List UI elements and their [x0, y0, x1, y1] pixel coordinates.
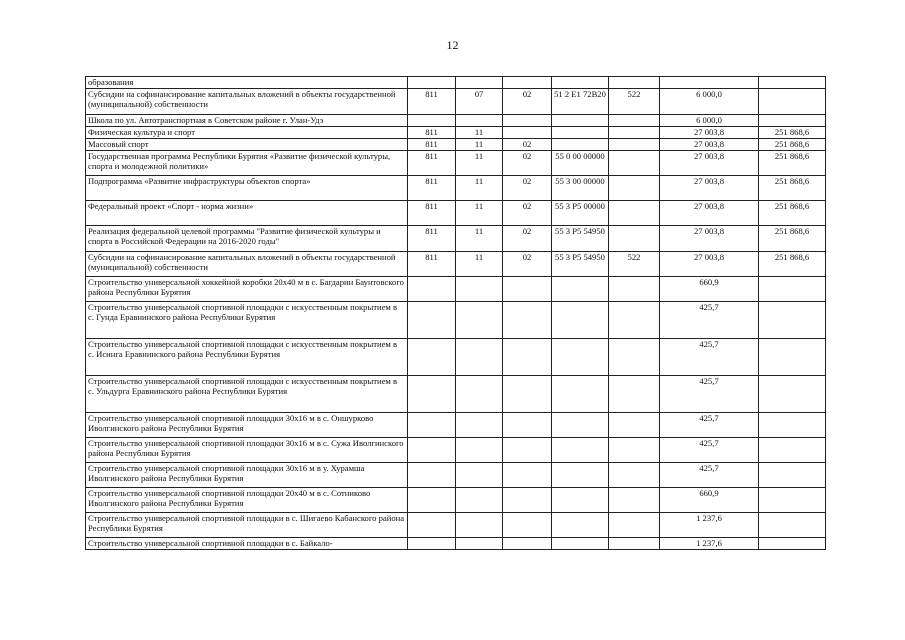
cell-ministry-code: 811	[408, 226, 456, 252]
cell-subsection	[503, 538, 552, 550]
budget-table	[85, 76, 826, 550]
cell-amount-1: 425,7	[660, 463, 759, 488]
cell-expense-type	[609, 226, 660, 252]
cell-amount-1	[660, 77, 759, 89]
cell-ministry-code	[408, 115, 456, 127]
cell-subsection	[503, 513, 552, 538]
cell-name: Подпрограмма «Развитие инфраструктуры объектов спорта»	[86, 176, 408, 201]
cell-ministry-code	[408, 513, 456, 538]
table-row	[86, 252, 826, 277]
table-row	[86, 127, 826, 139]
cell-ministry-code	[408, 302, 456, 339]
cell-expense-type: 522	[609, 89, 660, 115]
cell-ministry-code	[408, 339, 456, 376]
table-row	[86, 413, 826, 438]
cell-amount-2: 251 868,6	[759, 201, 826, 226]
cell-target-article	[552, 339, 609, 376]
cell-amount-2: 251 868,6	[759, 226, 826, 252]
cell-section: 11	[456, 151, 503, 176]
cell-amount-1: 27 003,8	[660, 226, 759, 252]
cell-subsection	[503, 488, 552, 513]
cell-name: Субсидии на софинансирование капитальных вложений в объекты государственной (муниципальной) собственности	[86, 252, 408, 277]
cell-subsection	[503, 302, 552, 339]
cell-amount-1: 425,7	[660, 302, 759, 339]
cell-section	[456, 463, 503, 488]
cell-amount-2	[759, 89, 826, 115]
cell-section: 11	[456, 127, 503, 139]
table-row	[86, 201, 826, 226]
cell-name: Школа по ул. Автотранспортная в Советском районе г. Улан-Удэ	[86, 115, 408, 127]
cell-name: Строительство универсальной спортивной площадки 30х16 м в у. Хурамша Иволгинского района Республики Бурятия	[86, 463, 408, 488]
cell-amount-2: 251 868,6	[759, 151, 826, 176]
cell-name: Строительство универсальной спортивной площадки 30х16 м в с. Сужа Иволгинского района Республики Бурятия	[86, 438, 408, 463]
table-row	[86, 226, 826, 252]
cell-name: Строительство универсальной хоккейной коробки 20х40 м в с. Багдарин Баунтовского района Республики Бурятия	[86, 277, 408, 302]
cell-ministry-code: 811	[408, 139, 456, 151]
cell-expense-type	[609, 376, 660, 413]
cell-subsection: 02	[503, 252, 552, 277]
cell-section: 11	[456, 176, 503, 201]
cell-amount-2: 251 868,6	[759, 252, 826, 277]
table-row	[86, 115, 826, 127]
cell-name: образования	[86, 77, 408, 89]
table-body	[86, 77, 826, 550]
cell-amount-1: 1 237,6	[660, 538, 759, 550]
cell-expense-type	[609, 463, 660, 488]
cell-section: 11	[456, 226, 503, 252]
cell-amount-2	[759, 376, 826, 413]
cell-name: Субсидии на софинансирование капитальных вложений в объекты государственной (муниципальной) собственности	[86, 89, 408, 115]
cell-ministry-code: 811	[408, 151, 456, 176]
cell-section: 11	[456, 139, 503, 151]
cell-section	[456, 538, 503, 550]
cell-amount-2	[759, 413, 826, 438]
cell-amount-1: 1 237,6	[660, 513, 759, 538]
cell-amount-1: 425,7	[660, 339, 759, 376]
cell-target-article	[552, 488, 609, 513]
cell-expense-type	[609, 538, 660, 550]
cell-amount-1: 27 003,8	[660, 252, 759, 277]
cell-section: 11	[456, 252, 503, 277]
cell-target-article	[552, 115, 609, 127]
table-row	[86, 463, 826, 488]
cell-amount-1: 660,9	[660, 488, 759, 513]
cell-amount-1: 27 003,8	[660, 139, 759, 151]
cell-amount-1: 27 003,8	[660, 201, 759, 226]
cell-name: Строительство универсальной спортивной площадки в с. Шигаево Кабанского района Республики Бурятия	[86, 513, 408, 538]
cell-expense-type	[609, 488, 660, 513]
cell-section	[456, 302, 503, 339]
cell-amount-2	[759, 302, 826, 339]
cell-subsection	[503, 438, 552, 463]
cell-expense-type	[609, 201, 660, 226]
cell-expense-type	[609, 438, 660, 463]
cell-amount-2	[759, 115, 826, 127]
cell-subsection: 02	[503, 226, 552, 252]
cell-expense-type	[609, 139, 660, 151]
table-row	[86, 302, 826, 339]
cell-target-article: 55 0 00 00000	[552, 151, 609, 176]
cell-target-article	[552, 302, 609, 339]
cell-name: Строительство универсальной спортивной площадки с искусственным покрытием в с. Гунда Еравнинского района Республики Бурятия	[86, 302, 408, 339]
cell-subsection: 02	[503, 89, 552, 115]
cell-section	[456, 339, 503, 376]
cell-name: Строительство универсальной спортивной площадки с искусственным покрытием в с. Исинга Еравнинского района Республики Бурятия	[86, 339, 408, 376]
cell-expense-type	[609, 77, 660, 89]
cell-target-article	[552, 139, 609, 151]
cell-amount-1: 27 003,8	[660, 176, 759, 201]
cell-target-article	[552, 463, 609, 488]
cell-section: 07	[456, 89, 503, 115]
cell-target-article	[552, 127, 609, 139]
cell-subsection	[503, 115, 552, 127]
cell-amount-1: 425,7	[660, 376, 759, 413]
table-row	[86, 538, 826, 550]
cell-name: Строительство универсальной спортивной площадки 30х16 м в с. Оншурково Иволгинского района Республики Бурятия	[86, 413, 408, 438]
cell-expense-type	[609, 302, 660, 339]
cell-subsection: 02	[503, 139, 552, 151]
cell-target-article	[552, 376, 609, 413]
cell-expense-type	[609, 151, 660, 176]
cell-name: Массовый спорт	[86, 139, 408, 151]
cell-subsection	[503, 277, 552, 302]
cell-subsection: 02	[503, 201, 552, 226]
cell-amount-1: 6 000,0	[660, 115, 759, 127]
table-row	[86, 339, 826, 376]
cell-ministry-code	[408, 538, 456, 550]
cell-ministry-code	[408, 376, 456, 413]
cell-ministry-code: 811	[408, 252, 456, 277]
cell-name: Государственная программа Республики Бурятия «Развитие физической культуры, спорта и молодежной политики»	[86, 151, 408, 176]
table-row	[86, 77, 826, 89]
page-number: 12	[446, 38, 459, 52]
cell-ministry-code: 811	[408, 201, 456, 226]
table-row	[86, 139, 826, 151]
cell-section	[456, 488, 503, 513]
cell-ministry-code: 811	[408, 89, 456, 115]
cell-name: Строительство универсальной спортивной площадки в с. Байкало-	[86, 538, 408, 550]
cell-expense-type: 522	[609, 252, 660, 277]
cell-expense-type	[609, 277, 660, 302]
cell-target-article: 55 3 00 00000	[552, 176, 609, 201]
cell-amount-1: 425,7	[660, 413, 759, 438]
cell-ministry-code	[408, 438, 456, 463]
cell-amount-1: 27 003,8	[660, 127, 759, 139]
cell-amount-1: 6 000,0	[660, 89, 759, 115]
table-row	[86, 277, 826, 302]
cell-subsection	[503, 77, 552, 89]
cell-expense-type	[609, 127, 660, 139]
cell-target-article: 55 3 Р5 54950	[552, 252, 609, 277]
cell-amount-2	[759, 438, 826, 463]
table-row	[86, 89, 826, 115]
cell-section	[456, 513, 503, 538]
cell-amount-2	[759, 77, 826, 89]
table-row	[86, 488, 826, 513]
cell-expense-type	[609, 339, 660, 376]
cell-subsection: 02	[503, 151, 552, 176]
cell-name: Физическая культура и спорт	[86, 127, 408, 139]
cell-target-article	[552, 413, 609, 438]
cell-ministry-code	[408, 277, 456, 302]
cell-expense-type	[609, 176, 660, 201]
cell-name: Федеральный проект «Спорт - норма жизни»	[86, 201, 408, 226]
cell-amount-2	[759, 488, 826, 513]
cell-ministry-code: 811	[408, 127, 456, 139]
cell-amount-2: 251 868,6	[759, 139, 826, 151]
cell-expense-type	[609, 115, 660, 127]
cell-name: Строительство универсальной спортивной площадки 20х40 м в с. Сотниково Иволгинского района Республики Бурятия	[86, 488, 408, 513]
cell-ministry-code	[408, 413, 456, 438]
cell-target-article	[552, 538, 609, 550]
cell-amount-2	[759, 538, 826, 550]
cell-amount-2	[759, 513, 826, 538]
table-row	[86, 151, 826, 176]
cell-name: Строительство универсальной спортивной площадки с искусственным покрытием в с. Ульдурга Еравнинского района Республики Бурятия	[86, 376, 408, 413]
cell-ministry-code	[408, 463, 456, 488]
cell-expense-type	[609, 513, 660, 538]
cell-section	[456, 277, 503, 302]
cell-section	[456, 115, 503, 127]
cell-ministry-code	[408, 488, 456, 513]
table-row	[86, 513, 826, 538]
cell-section	[456, 77, 503, 89]
cell-target-article: 55 3 Р5 54950	[552, 226, 609, 252]
cell-amount-2	[759, 277, 826, 302]
table-row	[86, 376, 826, 413]
cell-subsection	[503, 413, 552, 438]
cell-target-article: 55 3 Р5 00000	[552, 201, 609, 226]
cell-name: Реализация федеральной целевой программы "Развитие физической культуры и спорта в Российской Федерации на 2016-2020 годы"	[86, 226, 408, 252]
cell-target-article	[552, 77, 609, 89]
cell-subsection	[503, 463, 552, 488]
cell-target-article: 51 2 Е1 72В20	[552, 89, 609, 115]
table-row	[86, 438, 826, 463]
cell-amount-2	[759, 463, 826, 488]
cell-expense-type	[609, 413, 660, 438]
cell-subsection	[503, 339, 552, 376]
cell-section: 11	[456, 201, 503, 226]
cell-target-article	[552, 277, 609, 302]
cell-subsection	[503, 376, 552, 413]
cell-amount-2: 251 868,6	[759, 127, 826, 139]
cell-section	[456, 413, 503, 438]
cell-section	[456, 438, 503, 463]
table-row	[86, 176, 826, 201]
cell-subsection	[503, 127, 552, 139]
cell-ministry-code: 811	[408, 176, 456, 201]
cell-amount-1: 27 003,8	[660, 151, 759, 176]
cell-amount-2: 251 868,6	[759, 176, 826, 201]
cell-ministry-code	[408, 77, 456, 89]
cell-subsection: 02	[503, 176, 552, 201]
cell-target-article	[552, 438, 609, 463]
cell-target-article	[552, 513, 609, 538]
cell-amount-2	[759, 339, 826, 376]
cell-amount-1: 660,9	[660, 277, 759, 302]
cell-amount-1: 425,7	[660, 438, 759, 463]
cell-section	[456, 376, 503, 413]
